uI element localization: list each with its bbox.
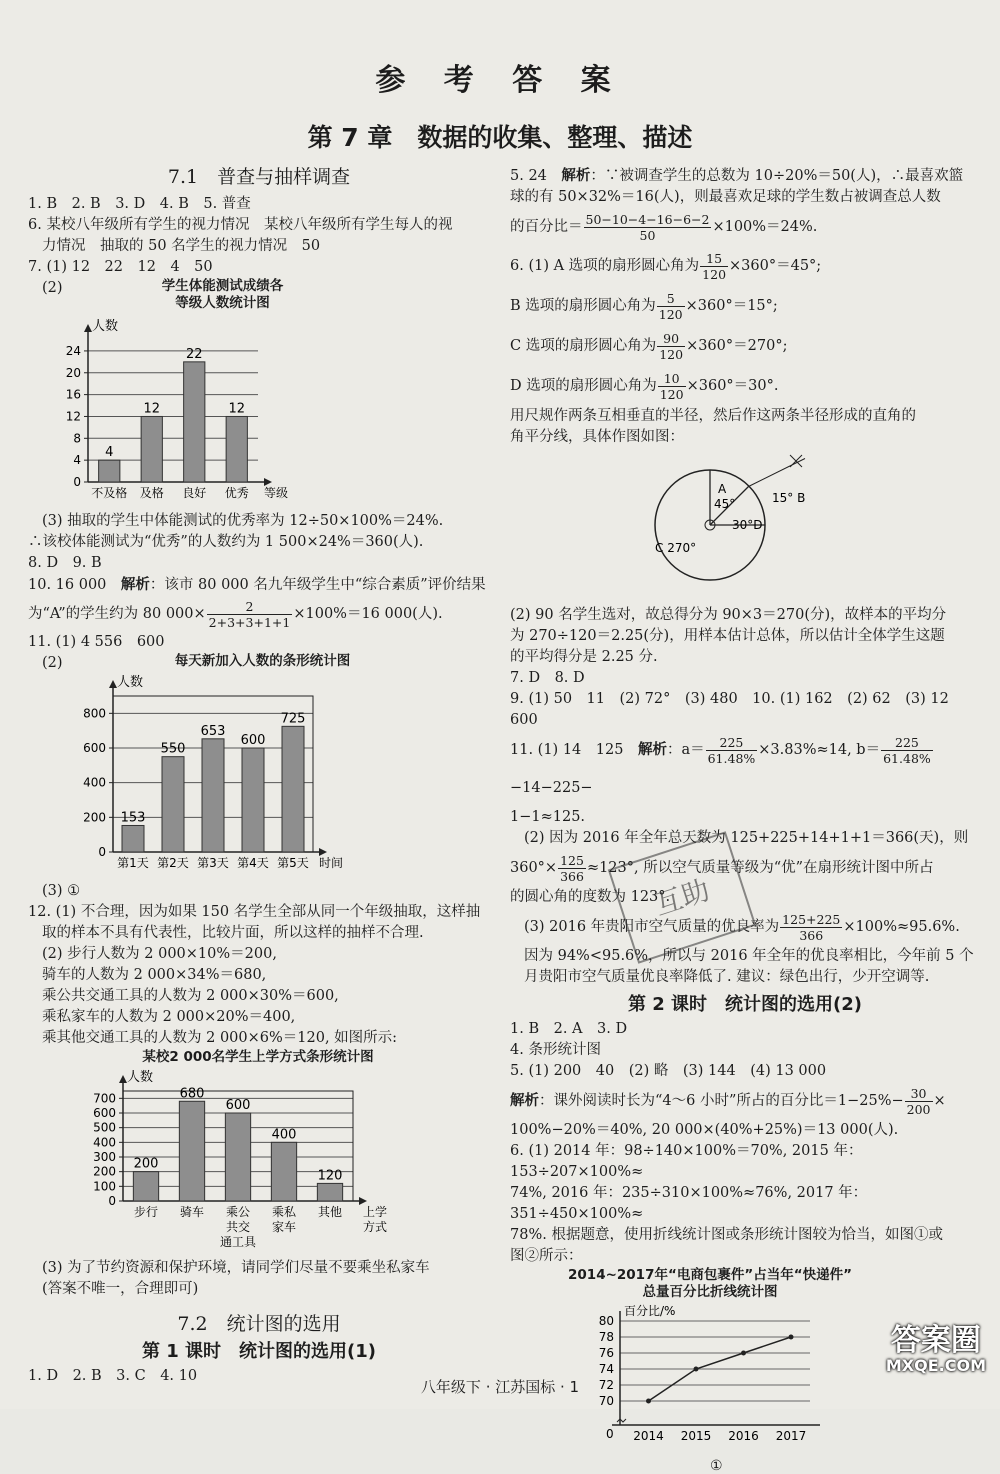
x-axis-label: 方式 — [362, 1220, 388, 1234]
chart5-title-line1: 2014~2017年“电商包裹件”占当年“快递件” — [568, 1267, 852, 1283]
y-tick-label: 100 — [93, 1179, 116, 1194]
y-tick-label: 600 — [83, 741, 106, 755]
bar — [225, 1113, 250, 1201]
answer-6-construct-1: 用尺规作两条互相垂直的半径，然后作这两条半径形成的直角的 — [510, 408, 916, 424]
data-label: 600 — [240, 733, 266, 748]
x-axis-label: 时间 — [319, 856, 344, 870]
x-tick-label: 第5天 — [277, 856, 309, 870]
lesson-2-heading: 第 2 课时 统计图的选用(2) — [627, 994, 863, 1015]
answer-5-calc-post: ×100%＝24%. — [712, 219, 818, 235]
x-tick-label: 通工具 — [219, 1235, 257, 1249]
y-axis-arrow — [109, 680, 117, 688]
lesson-2-answer-6-line4: 图②所示： — [510, 1248, 583, 1264]
data-label: 12 — [228, 401, 246, 417]
y-axis-label: 人数 — [127, 1070, 154, 1085]
answer-7-part1: 7. (1) 12 22 12 4 50 — [28, 259, 213, 275]
data-label: 200 — [133, 1156, 159, 1172]
x-tick-label: 第3天 — [197, 856, 229, 870]
y-tick-label: 74 — [598, 1362, 614, 1376]
answer-10-label: 解析 — [120, 576, 150, 593]
answer-5-calc-pre: 的百分比＝ — [510, 219, 583, 235]
answer-12-car: 乘私家车的人数为 2 000×20%＝400, — [42, 1009, 296, 1025]
answer-11-part2-pre: 360°× — [510, 860, 558, 876]
fraction-numerator: 125+225 — [782, 911, 841, 927]
lesson-2-answer-5-label: 解析 — [510, 1092, 539, 1109]
page-footer: 八年级下 · 江苏国标 · 1 — [420, 1378, 580, 1396]
y-tick-label: 700 — [93, 1091, 116, 1106]
lesson-2-answer-4: 4. 条形统计图 — [510, 1042, 601, 1058]
answer-12-bike: 骑车的人数为 2 000×34%＝680, — [42, 967, 267, 983]
fraction-denominator: 366 — [560, 868, 584, 884]
bar — [122, 825, 144, 852]
y-tick-label: 200 — [93, 1164, 116, 1179]
answer-5-fraction — [584, 212, 712, 243]
answer-11-fraction-a — [706, 735, 758, 766]
answer-6-part2-line3: 的平均得分是 2.25 分. — [510, 649, 658, 665]
answer-12-part3: (3) 为了节约资源和保护环境，请同学们尽量不要乘坐私家车 — [42, 1260, 430, 1276]
lesson-2-answer-5-fraction — [905, 1086, 933, 1117]
answer-11-post: −14−225− — [510, 780, 593, 796]
fraction-numerator: 125 — [560, 852, 584, 868]
y-axis-label: 人数 — [117, 675, 144, 690]
chart3-title: 某校2 000名学生上学方式条形统计图 — [142, 1049, 374, 1065]
fraction-numerator: 225 — [881, 735, 933, 751]
y-axis-arrow — [119, 1075, 127, 1083]
data-label: 153 — [120, 810, 146, 826]
fraction-denominator: 120 — [659, 386, 684, 402]
chart2-block — [28, 653, 490, 674]
lesson-2-answer-6-line2: 74%, 2016 年：235÷310×100%≈76%, 2017 年：351÷450×100%≈ — [510, 1185, 868, 1222]
chart4-sector-construction — [510, 448, 980, 598]
y-tick-label: 16 — [65, 387, 81, 402]
watermark-logo — [886, 1325, 986, 1375]
answer-6-part2-line1: (2) 90 名学生选对，故总得分为 90×3＝270(分)，故样本的平均分 — [510, 607, 947, 623]
lesson-2-answer-6-line3: 78%. 根据题意，使用折线统计图或条形统计图较为恰当，如图①或 — [510, 1227, 943, 1243]
y-tick-label: 800 — [83, 706, 106, 721]
fraction-denominator: 50 — [639, 227, 656, 243]
y-tick-label: 78 — [598, 1330, 614, 1344]
answer-11-pre: 11. (1) 14 125 — [510, 742, 638, 758]
chart3-commute-bar-chart — [28, 1066, 398, 1251]
y-tick-label: 200 — [83, 810, 106, 825]
slice-angle-b: 15° B — [772, 491, 806, 505]
answer-6b-fraction — [657, 291, 685, 322]
answer-10-text: ：该市 80 000 名九年级学生中“综合素质”评价结果 — [149, 577, 486, 593]
x-tick-label: 家车 — [271, 1220, 297, 1234]
data-label: 600 — [225, 1098, 251, 1113]
lesson-2-answer-5: 5. (1) 200 40 (2) 略 (3) 144 (4) 13 000 — [510, 1063, 827, 1079]
y-tick-label: 24 — [65, 343, 81, 358]
data-label: 725 — [280, 711, 306, 727]
answer-6-line1: 6. 某校八年级所有学生的视力情况 某校八年级所有学生每人的视 — [28, 217, 453, 233]
bar — [162, 757, 184, 852]
fraction-numerator: 225 — [706, 735, 758, 751]
x-tick-label: 良好 — [182, 486, 207, 500]
fraction-denominator: 120 — [702, 266, 727, 282]
chart1-block — [28, 278, 490, 312]
bar — [242, 748, 264, 852]
chart2-title: 每天新加入人数的条形统计图 — [174, 653, 351, 669]
answer-7-part2-label: (2) — [42, 280, 63, 296]
chart5-title — [530, 1267, 890, 1301]
lesson-2-answer-5-line2: 100%−20%＝40%, 20 000×(40%+25%)＝13 000(人). — [510, 1122, 899, 1138]
lesson-1-heading: 第 1 课时 统计图的选用(1) — [141, 1341, 377, 1362]
section-heading-7-2: 7.2 统计图的选用 — [177, 1313, 341, 1335]
x-tick-label: 第2天 — [157, 856, 189, 870]
answer-8-9: 8. D 9. B — [28, 555, 102, 571]
answer-12-other: 乘其他交通工具的人数为 2 000×6%＝120, 如图所示: — [42, 1030, 398, 1046]
answer-6-part2-line2: 为 270÷120＝2.25(分)，用样本估计总体，所以估计全体学生这题 — [510, 628, 945, 644]
fraction-numerator: 50−10−4−16−6−2 — [585, 211, 710, 227]
bisector-ray — [749, 459, 806, 487]
answer-6b-pre: B 选项的扇形圆心角为 — [510, 298, 656, 314]
data-label: 4 — [105, 445, 114, 461]
lesson-2-answer-5-post: × — [933, 1093, 946, 1109]
bar — [226, 416, 247, 482]
x-tick-label: 2015 — [680, 1429, 712, 1443]
answer-6d-post: ×360°＝30°. — [686, 378, 779, 394]
answer-12-line1: 12. (1) 不合理，因为如果 150 名学生全部从同一个年级抽取，这样抽 — [28, 904, 481, 920]
fraction-denominator: 366 — [799, 927, 824, 943]
x-tick-label: 2014 — [633, 1429, 664, 1443]
figure-1-marker: ① — [710, 1458, 723, 1474]
data-label: 653 — [200, 723, 226, 739]
fraction-denominator: 61.48% — [883, 750, 931, 766]
answer-6b-post: ×360°＝15°; — [685, 298, 778, 314]
lesson-2-answers-1-3: 1. B 2. A 3. D — [510, 1021, 628, 1037]
answer-11-mid: ：a＝ — [666, 742, 705, 758]
answer-12-note: (答案不唯一，合理即可) — [42, 1281, 199, 1297]
x-axis-arrow — [359, 1197, 367, 1205]
chart1-title-line2: 等级人数统计图 — [175, 295, 270, 311]
data-point — [741, 1351, 746, 1356]
answer-6d-fraction — [658, 371, 686, 402]
answer-11-part1: 11. (1) 4 556 600 — [28, 634, 165, 650]
y-tick-label: 0 — [73, 475, 81, 489]
answer-11-part3-post: ×100%≈95.6%. — [843, 919, 960, 935]
answer-5-label: 解析 — [561, 167, 591, 184]
fraction-numerator: 10 — [658, 371, 686, 387]
answer-11-line2: 1−1≈125. — [510, 809, 586, 825]
y-tick-label: 72 — [598, 1378, 614, 1392]
answer-11-part3-pre: (3) 2016 年贵阳市空气质量的优良率为 — [524, 919, 780, 935]
chart1-title-line1: 学生体能测试成绩各 — [161, 278, 284, 294]
bar — [271, 1142, 296, 1201]
answer-6a-fraction — [700, 251, 728, 282]
x-tick-label: 步行 — [133, 1205, 159, 1219]
right-column — [510, 165, 980, 1474]
section-heading-7-1: 7.1 普查与抽样调查 — [167, 166, 351, 188]
chapter-heading: 第 7 章 数据的收集、整理、描述 — [307, 123, 693, 152]
answer-11-part3: (3) ① — [42, 883, 81, 899]
axis-break-mark — [617, 1419, 626, 1422]
answer-6a-pre: 6. (1) A 选项的扇形圆心角为 — [510, 258, 700, 274]
answer-5-line1: ：∵被调查学生的总数为 10÷20%＝50(人)，∴最喜欢篮 — [590, 168, 964, 184]
answer-12-bus: 乘公共交通工具的人数为 2 000×30%＝600, — [42, 988, 339, 1004]
answer-6d-pre: D 选项的扇形圆心角为 — [510, 378, 657, 394]
answer-12-walk: (2) 步行人数为 2 000×10%＝200, — [42, 946, 277, 962]
y-tick-label: 400 — [83, 775, 106, 790]
answer-6-line2: 力情况 抽取的 50 名学生的视力情况 50 — [42, 238, 321, 254]
chart2-daily-new-bar-chart — [28, 674, 358, 874]
answer-10-value: 10. 16 000 — [28, 577, 107, 593]
x-tick-label: 骑车 — [179, 1205, 205, 1219]
answer-11-part2-label: (2) — [42, 655, 63, 671]
x-axis-label: 等级 — [264, 486, 289, 500]
slice-label-a: A — [718, 482, 727, 496]
answer-11-fraction-b — [881, 735, 933, 766]
answer-10-calc-pre: 为“A”的学生约为 80 000× — [28, 606, 206, 622]
chart1-fitness-bar-chart — [28, 312, 328, 504]
lesson-1-answers: 1. D 2. B 3. C 4. 10 — [28, 1368, 198, 1384]
y-tick-label: 500 — [93, 1120, 116, 1135]
y-axis-label: 百分比/% — [624, 1304, 676, 1318]
bar — [141, 416, 162, 482]
x-tick-label: 及格 — [139, 486, 164, 500]
data-label: 400 — [271, 1127, 297, 1143]
x-tick-label: 不及格 — [91, 486, 128, 500]
answer-11-part2-post: ≈123°, 所以空气质量等级为“优”在扇形统计图中所占 — [586, 860, 934, 876]
chart5-title-line2: 总量百分比折线统计图 — [642, 1284, 778, 1300]
data-point — [646, 1399, 651, 1404]
x-tick-label: 乘私 — [271, 1205, 297, 1219]
answer-6-construct-2: 角平分线，具体作图如图： — [510, 429, 684, 445]
fraction-numerator: 30 — [905, 1086, 933, 1102]
answer-10-calc-post: ×100%＝16 000(人). — [293, 606, 443, 622]
answer-7-part3: (3) 抽取的学生中体能测试的优秀率为 12÷50×100%＝24%. — [42, 513, 444, 529]
y-tick-label: 0 — [98, 845, 106, 859]
answer-9-10: 9. (1) 50 11 (2) 72° (3) 480 10. (1) 162 (2) 62 (3) 12 600 — [510, 691, 954, 728]
y-axis-arrow — [84, 324, 92, 332]
data-label: 22 — [185, 346, 203, 362]
bar — [282, 726, 304, 852]
answer-11-mid2: ×3.83%≈14, b＝ — [758, 742, 881, 758]
answer-10-fraction — [207, 599, 293, 630]
y-tick-label: 70 — [598, 1394, 614, 1408]
y-tick-label: 4 — [73, 453, 81, 468]
data-point — [789, 1335, 794, 1340]
x-axis-arrow — [319, 848, 327, 856]
x-tick-label: 第1天 — [117, 856, 149, 870]
bar — [133, 1172, 158, 1201]
answer-7-8: 7. D 8. D — [510, 670, 585, 686]
answer-11-part2: (2) 因为 2016 年全年总天数为 125+225+14+1+1＝366(天)，则 — [524, 830, 969, 846]
slice-label-d: 30°D — [732, 518, 763, 532]
fraction-numerator: 2 — [207, 599, 293, 615]
fraction-numerator: 15 — [700, 251, 728, 267]
y-tick-label: 0 — [108, 1194, 116, 1208]
x-tick-label: 共交 — [225, 1220, 251, 1234]
fraction-denominator: 120 — [658, 306, 683, 322]
x-tick-label: 2016 — [728, 1429, 759, 1443]
lesson-2-answer-5-pre: ：课外阅读时长为“4～6 小时”所占的百分比＝1−25%− — [539, 1093, 904, 1109]
page-title: 参 考 答 案 — [375, 63, 625, 98]
bar — [99, 460, 120, 482]
fraction-denominator: 200 — [906, 1101, 931, 1117]
y-axis-label: 人数 — [92, 319, 119, 334]
y-tick-label: 76 — [598, 1346, 614, 1360]
answer-11-part3-line2: 因为 94%<95.6%，所以与 2016 年全年的优良率相比，今年前 5 个 — [524, 948, 974, 964]
data-label: 12 — [143, 401, 161, 417]
answer-6c-post: ×360°＝270°; — [686, 338, 788, 354]
y-tick-label: 300 — [93, 1150, 116, 1164]
data-label: 120 — [317, 1168, 343, 1184]
x-axis-label: 上学 — [362, 1205, 388, 1219]
answer-6c-pre: C 选项的扇形圆心角为 — [510, 338, 657, 354]
fraction-numerator: 90 — [657, 331, 685, 347]
bar — [317, 1183, 342, 1201]
answer-6a-post: ×360°＝45°; — [729, 258, 822, 274]
x-axis-arrow — [264, 478, 272, 486]
x-tick-label: 第4天 — [237, 856, 269, 870]
slice-label-c: C 270° — [655, 541, 697, 555]
data-label: 680 — [179, 1086, 205, 1102]
data-point — [694, 1367, 699, 1372]
watermark-main-text: 答案圈 — [890, 1323, 981, 1358]
y-tick-label: 400 — [93, 1135, 116, 1150]
bar — [184, 362, 205, 482]
answer-6c-fraction — [657, 331, 685, 362]
answer-1-5: 1. B 2. B 3. D 4. B 5. 普查 — [28, 196, 251, 212]
fraction-denominator: 61.48% — [707, 750, 756, 766]
answer-7-conclusion: ∴该校体能测试为“优秀”的人数约为 1 500×24%＝360(人). — [28, 534, 424, 550]
y-tick-label: 80 — [598, 1314, 614, 1328]
bar — [202, 739, 224, 852]
fraction-numerator: 5 — [657, 291, 685, 307]
answer-11-part3-fraction — [780, 912, 842, 943]
slice-angle-a: 45° — [714, 497, 736, 511]
watermark-url-text: MXQE.COM — [885, 1356, 986, 1375]
x-tick-label: 优秀 — [224, 486, 249, 500]
x-tick-label: 2017 — [775, 1429, 807, 1443]
y-tick-label: 8 — [73, 431, 81, 446]
origin-label: 0 — [606, 1427, 614, 1441]
lesson-2-answer-6-line1: 6. (1) 2014 年：98÷140×100%＝70%, 2015 年：153÷207×100%≈ — [510, 1143, 863, 1180]
answer-5-value: 5. 24 — [510, 168, 547, 184]
chart1-title — [103, 278, 343, 312]
data-label: 550 — [160, 741, 186, 757]
y-tick-label: 12 — [65, 409, 81, 424]
left-column — [28, 165, 490, 1387]
fraction-denominator: 120 — [659, 346, 684, 362]
answer-5-line2: 球的有 50×32%＝16(人)，则最喜欢足球的学生数占被调查总人数 — [510, 189, 941, 205]
x-tick-label: 其他 — [317, 1205, 343, 1219]
x-tick-label: 乘公 — [225, 1205, 251, 1219]
answer-11-part2-end: 的圆心角的度数为 123°. — [510, 889, 671, 905]
y-tick-label: 20 — [65, 365, 81, 380]
answer-12-line2: 取的样本不具有代表性，比较片面，所以这样的抽样不合理. — [42, 925, 424, 941]
y-tick-label: 600 — [93, 1106, 116, 1120]
stamp-seal: 互助 — [608, 831, 757, 963]
fraction-denominator: 2+3+3+1+1 — [208, 614, 291, 630]
answer-11-part2-fraction — [558, 853, 586, 884]
answer-11-part3-line3: 月贵阳市空气质量优良率降低了. 建议：绿色出行，少开空调等. — [524, 969, 930, 985]
bar — [179, 1101, 204, 1201]
answer-11-label: 解析 — [637, 741, 667, 758]
